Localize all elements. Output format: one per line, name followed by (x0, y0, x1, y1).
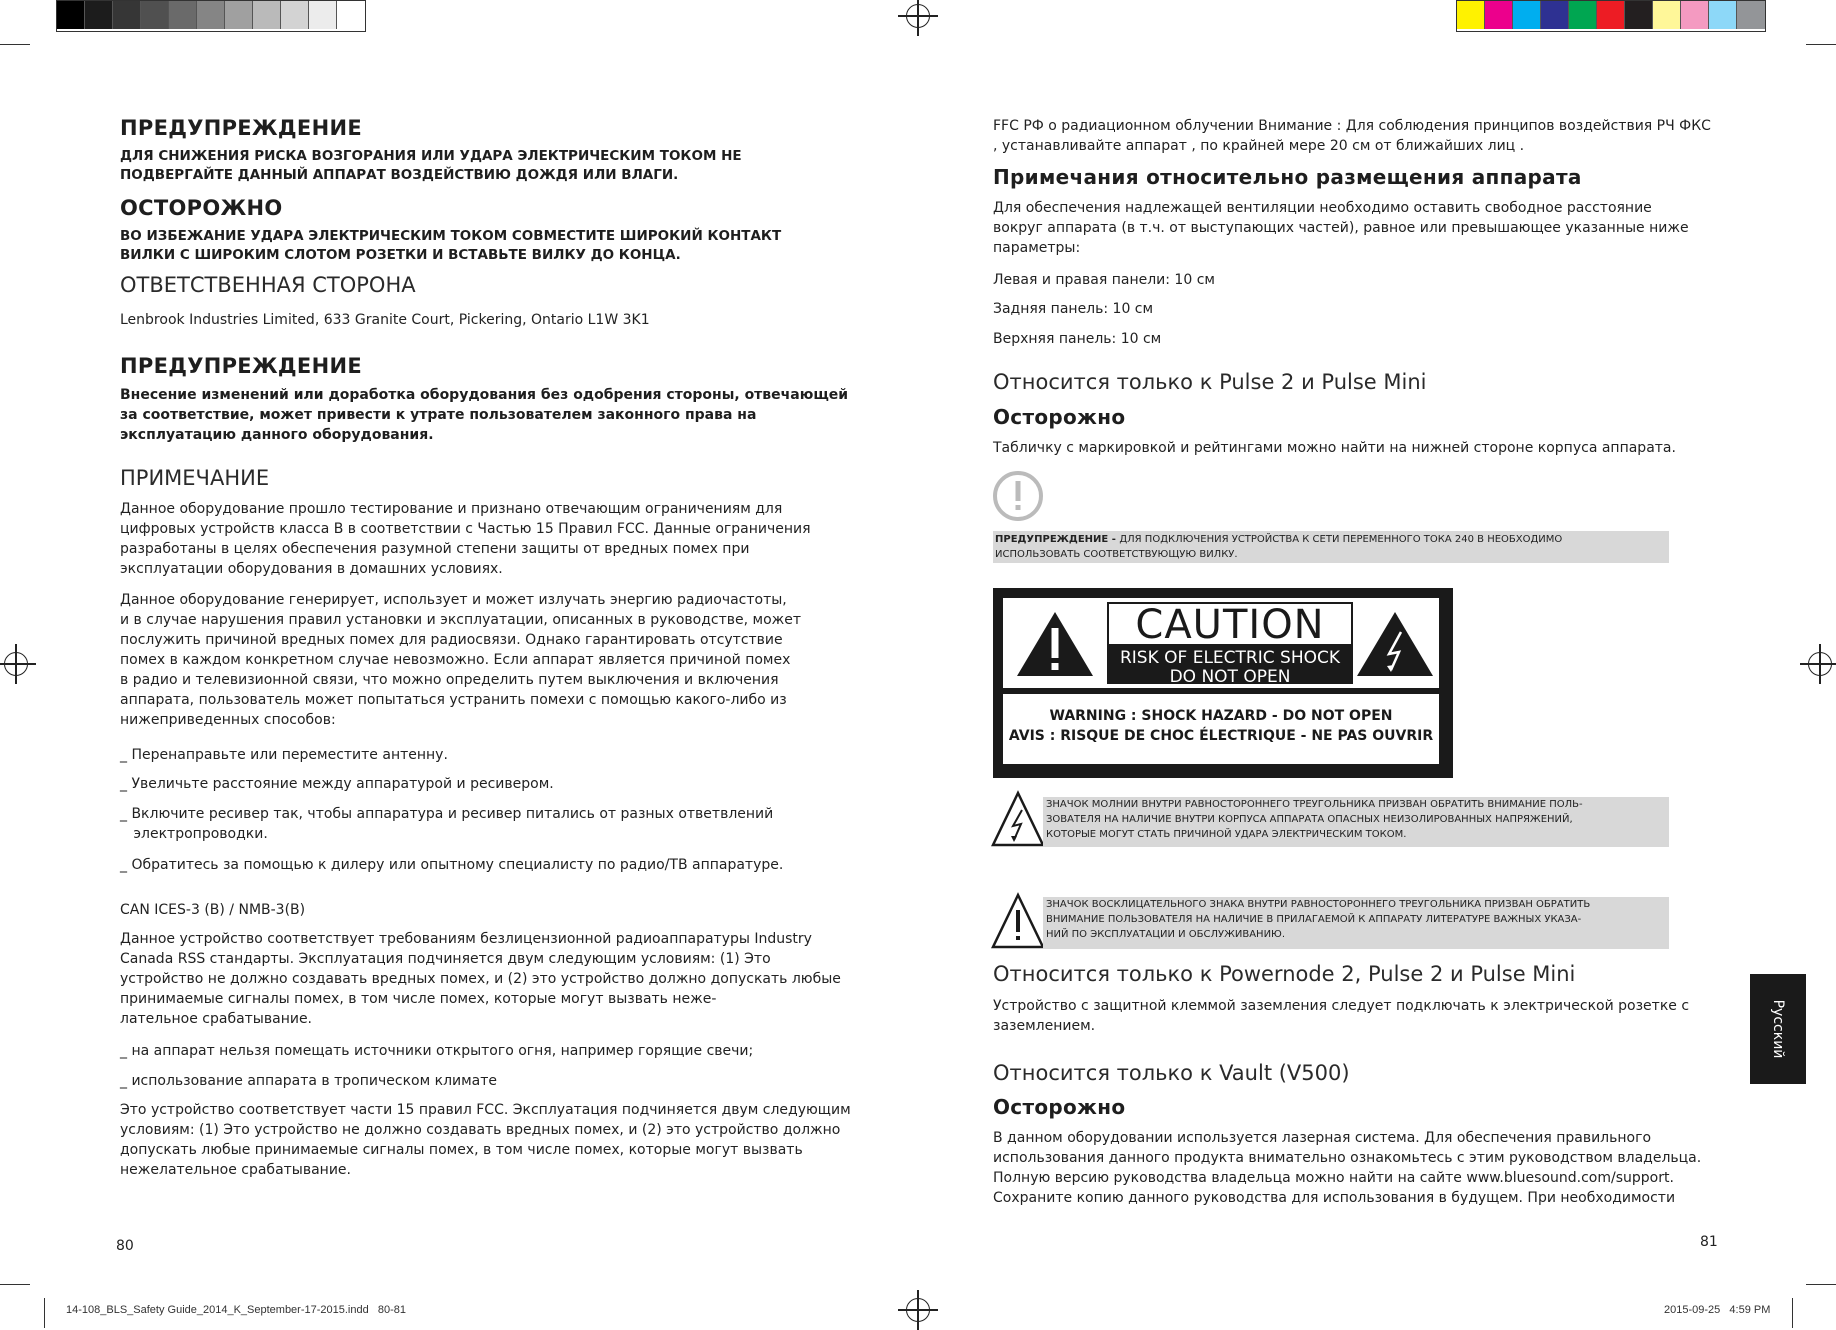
powernode-section-title: Относится только к Powernode 2, Pulse 2 и Pulse Mini (993, 962, 1576, 986)
open-flame-bullet: _ на аппарат нельзя помещать источники открытого огня, например горящие свечи; (120, 1043, 754, 1059)
warning2-text-line: Внесение изменений или доработка оборудования без одобрения стороны, отвечающей (120, 387, 849, 403)
color-swatch (1681, 1, 1709, 29)
color-swatch (1457, 1, 1485, 29)
side-panels-clearance: Левая и правая панели: 10 см (993, 272, 1215, 288)
explanation-line: КОТОРЫЕ МОГУТ СТАТЬ ПРИЧИНОЙ УДАРА ЭЛЕКТРИЧЕСКИМ ТОКОМ. (1046, 829, 1407, 840)
note-title: ПРИМЕЧАНИЕ (120, 466, 270, 490)
risk-of-shock-text: RISK OF ELECTRIC SHOCK (1119, 648, 1340, 668)
warning-text-line: ДЛЯ СНИЖЕНИЯ РИСКА ВОЗГОРАНИЯ ИЛИ УДАРА ЭЛЕКТРИЧЕСКИМ ТОКОМ НЕ (120, 148, 742, 164)
rss-line: Canada RSS стандарты. Эксплуатация подчиняется двум следующим условиям: (1) Это (120, 951, 771, 967)
warning-title: ПРЕДУПРЕЖДЕНИЕ (120, 116, 362, 140)
responsible-party-title: ОТВЕТСТВЕННАЯ СТОРОНА (120, 273, 416, 297)
registration-mark-right (1808, 652, 1832, 676)
crop-mark (1806, 1284, 1836, 1285)
color-swatch (1541, 1, 1569, 29)
gray-swatch (225, 1, 253, 29)
warning2-text-line: эксплуатацию данного оборудования. (120, 427, 434, 443)
ac-warning-text: ДЛЯ ПОДКЛЮЧЕНИЯ УСТРОЙСТВА К СЕТИ ПЕРЕМЕННОГО ТОКА 240 В НЕОБХОДИМО (1119, 534, 1563, 545)
bullet-line: электропроводки. (120, 826, 268, 842)
note-line: послужить причиной вредных помех для радиосвязи. Однако гарантировать отсутствие (120, 632, 783, 648)
responsible-party-address: Lenbrook Industries Limited, 633 Granite Court, Pickering, Ontario L1W 3K1 (120, 312, 650, 328)
rss-paragraph (120, 929, 841, 1029)
bullet-line: _ Включите ресивер так, чтобы аппаратура и ресивер питались от разных ответвлений (120, 806, 774, 822)
can-ices-label: CAN ICES-3 (B) / NMB-3(B) (120, 902, 306, 918)
color-swatch (1485, 1, 1513, 29)
registration-mark-left (4, 652, 28, 676)
vault-line: Полную версию руководства владельца можно найти на сайте www.bluesound.com/support. (993, 1170, 1674, 1186)
bullet-item: _ Обратитесь за помощью к дилеру или опытному специалисту по радио/ТВ аппаратуре. (120, 857, 784, 873)
color-swatch (1653, 1, 1681, 29)
color-swatch (1625, 1, 1653, 29)
powernode-paragraph (993, 996, 1689, 1036)
placement-line: параметры: (993, 240, 1081, 256)
rss-line: устройство не должно создавать вредных помех, и (2) это устройство должно допускать любые (120, 971, 841, 987)
gray-swatch (57, 1, 85, 29)
caution-label-bottom (1003, 694, 1439, 764)
note-line: нижеприведенных способов: (120, 712, 336, 728)
page-number-right: 81 (1700, 1234, 1718, 1250)
note-line: и в случае нарушения правил установки и эксплуатации, описанных в руководстве, может (120, 612, 802, 628)
gray-swatch (197, 1, 225, 29)
placement-line: вокруг аппарата (в т.ч. от выступающих частей), равное или превышающее указанные ниже (993, 220, 1689, 236)
crop-mark (44, 1298, 45, 1328)
gray-swatch (253, 1, 281, 29)
vault-line: использования данного продукта внимательно ознакомьтесь с этим руководством владельца. (993, 1150, 1702, 1166)
page-number-left: 80 (116, 1238, 134, 1254)
pulse-caution-text: Табличку с маркировкой и рейтингами можно найти на нижней стороне корпуса аппарата. (993, 440, 1676, 456)
placement-title: Примечания относительно размещения аппарата (993, 165, 1582, 189)
gray-swatch (85, 1, 113, 29)
explanation-line: НИЙ ПО ЭКСПЛУАТАЦИИ И ОБСЛУЖИВАНИЮ. (1046, 929, 1286, 940)
tropical-climate-bullet: _ использование аппарата в тропическом климате (120, 1073, 498, 1089)
caution-title: ОСТОРОЖНО (120, 196, 283, 220)
color-swatch (1709, 1, 1737, 29)
gray-swatch (113, 1, 141, 29)
caution-label (993, 588, 1453, 778)
note-line: в радио и телевизионной связи, что можно определить путем выключения и включения (120, 672, 779, 688)
fcc-line: допускать любые принимаемые сигналы помех, в том числе помех, которые могут вызвать (120, 1142, 803, 1158)
exclamation-symbol-explanation (1043, 897, 1669, 949)
warning2-text (120, 385, 848, 445)
exclamation-triangle-icon (990, 892, 1046, 950)
gray-swatch (169, 1, 197, 29)
lightning-triangle-icon (1355, 610, 1435, 678)
caution-label-top (1003, 598, 1439, 688)
placement-line: Для обеспечения надлежащей вентиляции необходимо оставить свободное расстояние (993, 200, 1652, 216)
bullet-item (120, 804, 773, 844)
vault-caution-title: Осторожно (993, 1095, 1126, 1119)
rf-exposure-text (993, 116, 1711, 156)
registration-mark-top (906, 4, 930, 28)
rss-line: лательное срабатывание. (120, 1011, 313, 1027)
note-paragraph-1 (120, 499, 811, 579)
color-swatch (1569, 1, 1597, 29)
crop-mark (1806, 44, 1836, 45)
footer-file-name: 14-108_BLS_Safety Guide_2014_K_September-17-2015.indd 80-81 (66, 1304, 407, 1316)
vault-section-title: Относится только к Vault (V500) (993, 1061, 1350, 1085)
crop-mark (0, 44, 30, 45)
note-line: эксплуатации оборудования в домашних условиях. (120, 561, 503, 577)
warning-text-line: ПОДВЕРГАЙТЕ ДАННЫЙ АППАРАТ ВОЗДЕЙСТВИЮ ДОЖДЯ ИЛИ ВЛАГИ. (120, 167, 679, 183)
gray-swatch (141, 1, 169, 29)
exclamation-triangle-icon (1015, 610, 1095, 678)
note-line: Данное оборудование прошло тестирование и признано отвечающим ограничениям для (120, 501, 783, 517)
gray-swatch (309, 1, 337, 29)
color-swatch (1597, 1, 1625, 29)
caution-text (120, 227, 781, 265)
caution-text-line: ВИЛКИ С ШИРОКИМ СЛОТОМ РОЗЕТКИ И ВСТАВЬТЕ ВИЛКУ ДО КОНЦА. (120, 247, 681, 263)
rss-line: Данное устройство соответствует требованиям безлицензионной радиоаппаратуры Industry (120, 931, 812, 947)
note-line: цифровых устройств класса B в соответствии с Частью 15 Правил FCC. Данные ограничения (120, 521, 811, 537)
caution-word: CAUTION (1109, 604, 1351, 644)
crop-mark (0, 1284, 30, 1285)
warning-english: WARNING : SHOCK HAZARD - DO NOT OPEN (1049, 708, 1393, 724)
note-line: помех в каждом конкретном случае невозможно. Если аппарат является причиной помех (120, 652, 791, 668)
language-tab (1750, 974, 1806, 1084)
fcc-line: нежелательное срабатывание. (120, 1162, 351, 1178)
bullet-item: _ Увеличьте расстояние между аппаратурой и ресивером. (120, 776, 554, 792)
vault-paragraph (993, 1128, 1701, 1208)
explanation-line: ЗНАЧОК ВОСКЛИЦАТЕЛЬНОГО ЗНАКА ВНУТРИ РАВНОСТОРОННЕГО ТРЕУГОЛЬНИКА ПРИЗВАН ОБРАТИТЬ (1046, 899, 1591, 910)
do-not-open-text: DO NOT OPEN (1169, 667, 1291, 687)
warning-text (120, 147, 742, 185)
note-line: разработаны в целях обеспечения разумной степени защиты от вредных помех при (120, 541, 750, 557)
color-swatch (1737, 1, 1765, 29)
rf-line: FFC РФ о радиационном облучении Внимание : Для соблюдения принципов воздействия РЧ ФКС (993, 118, 1711, 134)
ac-warning-line: ИСПОЛЬЗОВАТЬ СООТВЕТСТВУЮЩУЮ ВИЛКУ. (995, 549, 1238, 560)
registration-mark-bottom (906, 1298, 930, 1322)
ac-plug-warning (993, 531, 1669, 563)
ac-warning-line (995, 532, 1667, 547)
footer-timestamp: 2015-09-25 4:59 PM (1664, 1304, 1771, 1316)
fcc-paragraph (120, 1100, 851, 1180)
caution-center-box (1107, 602, 1353, 687)
language-tab-label: Русский (1770, 999, 1786, 1059)
gray-swatch (337, 1, 365, 29)
rf-line: , устанавливайте аппарат , по крайней мере 20 см от ближайших лиц . (993, 138, 1525, 154)
note-line: аппарата, пользователь может попытаться устранить помехи с помощью какого-либо из (120, 692, 787, 708)
gray-swatch (281, 1, 309, 29)
pulse-caution-title: Осторожно (993, 405, 1126, 429)
vault-line: В данном оборудовании используется лазерная система. Для обеспечения правильного (993, 1130, 1652, 1146)
fcc-line: условиям: (1) Это устройство не должно создавать вредных помех, и (2) это устройство должно (120, 1122, 841, 1138)
vault-line: Сохраните копию данного руководства для использования в будущем. При необходимости (993, 1190, 1676, 1206)
explanation-line: ЗОВАТЕЛЯ НА НАЛИЧИЕ ВНУТРИ КОРПУСА АППАРАТА ОПАСНЫХ НЕИЗОЛИРОВАННЫХ НАПРЯЖЕНИЙ, (1046, 814, 1573, 825)
fcc-line: Это устройство соответствует части 15 правил FCC. Эксплуатация подчиняется двум следующим (120, 1102, 851, 1118)
bullet-item: _ Перенаправьте или переместите антенну. (120, 747, 448, 763)
warning-french: AVIS : RISQUE DE CHOC ÉLECTRIQUE - NE PAS OUVRIR (1008, 728, 1434, 744)
warning2-title: ПРЕДУПРЕЖДЕНИЕ (120, 354, 362, 378)
color-swatch (1513, 1, 1541, 29)
process-color-bar (1456, 0, 1766, 32)
ac-warning-label: ПРЕДУПРЕЖДЕНИЕ - (995, 534, 1120, 545)
caution-text-line: ВО ИЗБЕЖАНИЕ УДАРА ЭЛЕКТРИЧЕСКИМ ТОКОМ СОВМЕСТИТЕ ШИРОКИЙ КОНТАКТ (120, 228, 782, 244)
placement-paragraph (993, 198, 1689, 258)
lightning-triangle-icon (990, 790, 1046, 848)
explanation-line: ЗНАЧОК МОЛНИИ ВНУТРИ РАВНОСТОРОННЕГО ТРЕУГОЛЬНИКА ПРИЗВАН ОБРАТИТЬ ВНИМАНИЕ ПОЛЬ- (1046, 799, 1583, 810)
explanation-line: ВНИМАНИЕ ПОЛЬЗОВАТЕЛЯ НА НАЛИЧИЕ В ПРИЛАГАЕМОЙ К АППАРАТУ ЛИТЕРАТУРЕ ВАЖНЫХ УКАЗА- (1046, 914, 1582, 925)
rss-line: принимаемые сигналы помех, в том числе помех, которые могут вызвать нежe- (120, 991, 717, 1007)
pulse-section-title: Относится только к Pulse 2 и Pulse Mini (993, 370, 1427, 394)
rear-panel-clearance: Задняя панель: 10 см (993, 301, 1154, 317)
powernode-line: Устройство с защитной клеммой заземления следует подключать к электрической розетке с (993, 998, 1690, 1014)
exclamation-circle-icon (992, 470, 1044, 522)
powernode-line: заземлением. (993, 1018, 1096, 1034)
top-panel-clearance: Верхняя панель: 10 см (993, 331, 1162, 347)
note-paragraph-2 (120, 590, 801, 730)
crop-mark (1792, 1298, 1793, 1328)
note-line: Данное оборудование генерирует, использует и может излучать энергию радиочастоты, (120, 592, 787, 608)
warning2-text-line: за соответствие, может привести к утрате пользователем законного права на (120, 407, 757, 423)
lightning-symbol-explanation (1043, 797, 1669, 847)
grayscale-color-bar (56, 0, 366, 32)
